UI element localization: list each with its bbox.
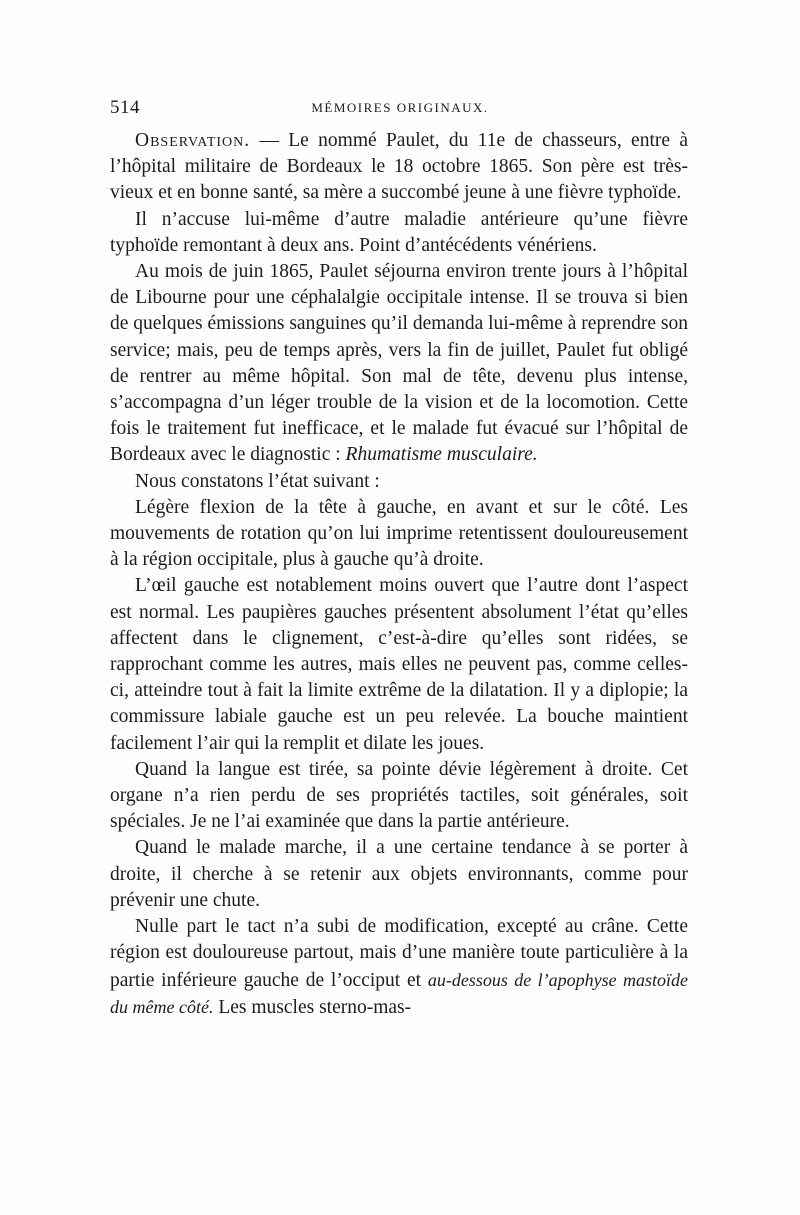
paragraph-text: Quand le malade marche, il a une certaine tendance à se porter à droite, il cherche à se retenir aux objets environnants, comme pour prévenir une chute.: [110, 837, 688, 911]
section-lead: Observation.: [135, 130, 251, 151]
italic-phrase: au-dessous de l’apophyse mastoïde du même côté.: [110, 969, 688, 1017]
page-header: [110, 97, 690, 121]
paragraph: [110, 835, 688, 914]
page-number: 514: [110, 97, 140, 118]
paragraph-text: — Le nommé Paulet, du 11e de chasseurs, entre à l’hôpital militaire de Bordeaux le 18 octobre 1865. Son père est très-vieux et en bonne santé, sa mère a succombé jeune à une fièvre typhoïde.: [110, 130, 688, 204]
paragraph: [110, 469, 688, 495]
paragraph-text: Nulle part le tact n’a subi de modification, excepté au crâne. Cette région est douloureuse partout, mais d’une manière toute particulière à la partie inférieure gauche de l’occiput et: [110, 916, 688, 991]
diagnosis-italic: Rhumatisme musculaire.: [345, 444, 538, 466]
paragraph: [110, 259, 688, 469]
paragraph: [110, 128, 688, 207]
paragraph: [110, 573, 688, 756]
paragraph-text: Il n’accuse lui-même d’autre maladie antérieure qu’une fièvre typhoïde remontant à deux ans. Point d’antécédents vénériens.: [110, 208, 688, 256]
paragraph-text: Nous constatons l’état suivant :: [135, 470, 380, 492]
paragraph-text: L’œil gauche est notablement moins ouvert que l’autre dont l’aspect est normal. Les paupières gauches présentent absolument l’état qu’elles affectent dans le clignement, c’est-à-dire qu’elles sont ridées, se rapprochant comme les autres, mais elles ne peuvent pas, comme celles-ci, atteindre tout à fait la limite extrême de la dilatation. Il y a diplopie; la commissure labiale gauche est un peu relevée. La bouche maintient facilement l’air qui la remplit et dilate les joues.: [110, 575, 688, 754]
paragraph: [110, 757, 688, 836]
paragraph: [110, 914, 688, 1021]
paragraph-text: Quand la langue est tirée, sa pointe dévie légèrement à droite. Cet organe n’a rien perdu de ses propriétés tactiles, soit générales, soit spéciales. Je ne l’ai examinée que dans la partie antérieure.: [110, 758, 688, 833]
paragraph-text-continued: Les muscles sterno-mas-: [213, 996, 412, 1018]
running-title: MÉMOIRES ORIGINAUX.: [311, 100, 489, 115]
paragraph: [110, 207, 688, 259]
paragraph-text: Au mois de juin 1865, Paulet séjourna environ trente jours à l’hôpital de Libourne pour une céphalalgie occipitale intense. Il se trouva si bien de quelques émissions sanguines qu’il demanda lui-même à reprendre son service; mais, peu de temps après, vers la fin de juillet, Paulet fut obligé de rentrer au même hôpital. Son mal de tête, devenu plus intense, s’accompagna d’un léger trouble de la vision et de la locomotion. Cette fois le traitement fut inefficace, et le malade fut évacué sur l’hôpital de Bordeaux avec le diagnostic :: [110, 261, 688, 466]
paragraph: [110, 495, 688, 574]
body-text: [110, 128, 688, 1021]
paragraph-text: Légère flexion de la tête à gauche, en avant et sur le côté. Les mouvements de rotation qu’on lui imprime retentissent douloureusement à la région occipitale, plus à gauche qu’à droite.: [110, 496, 688, 571]
